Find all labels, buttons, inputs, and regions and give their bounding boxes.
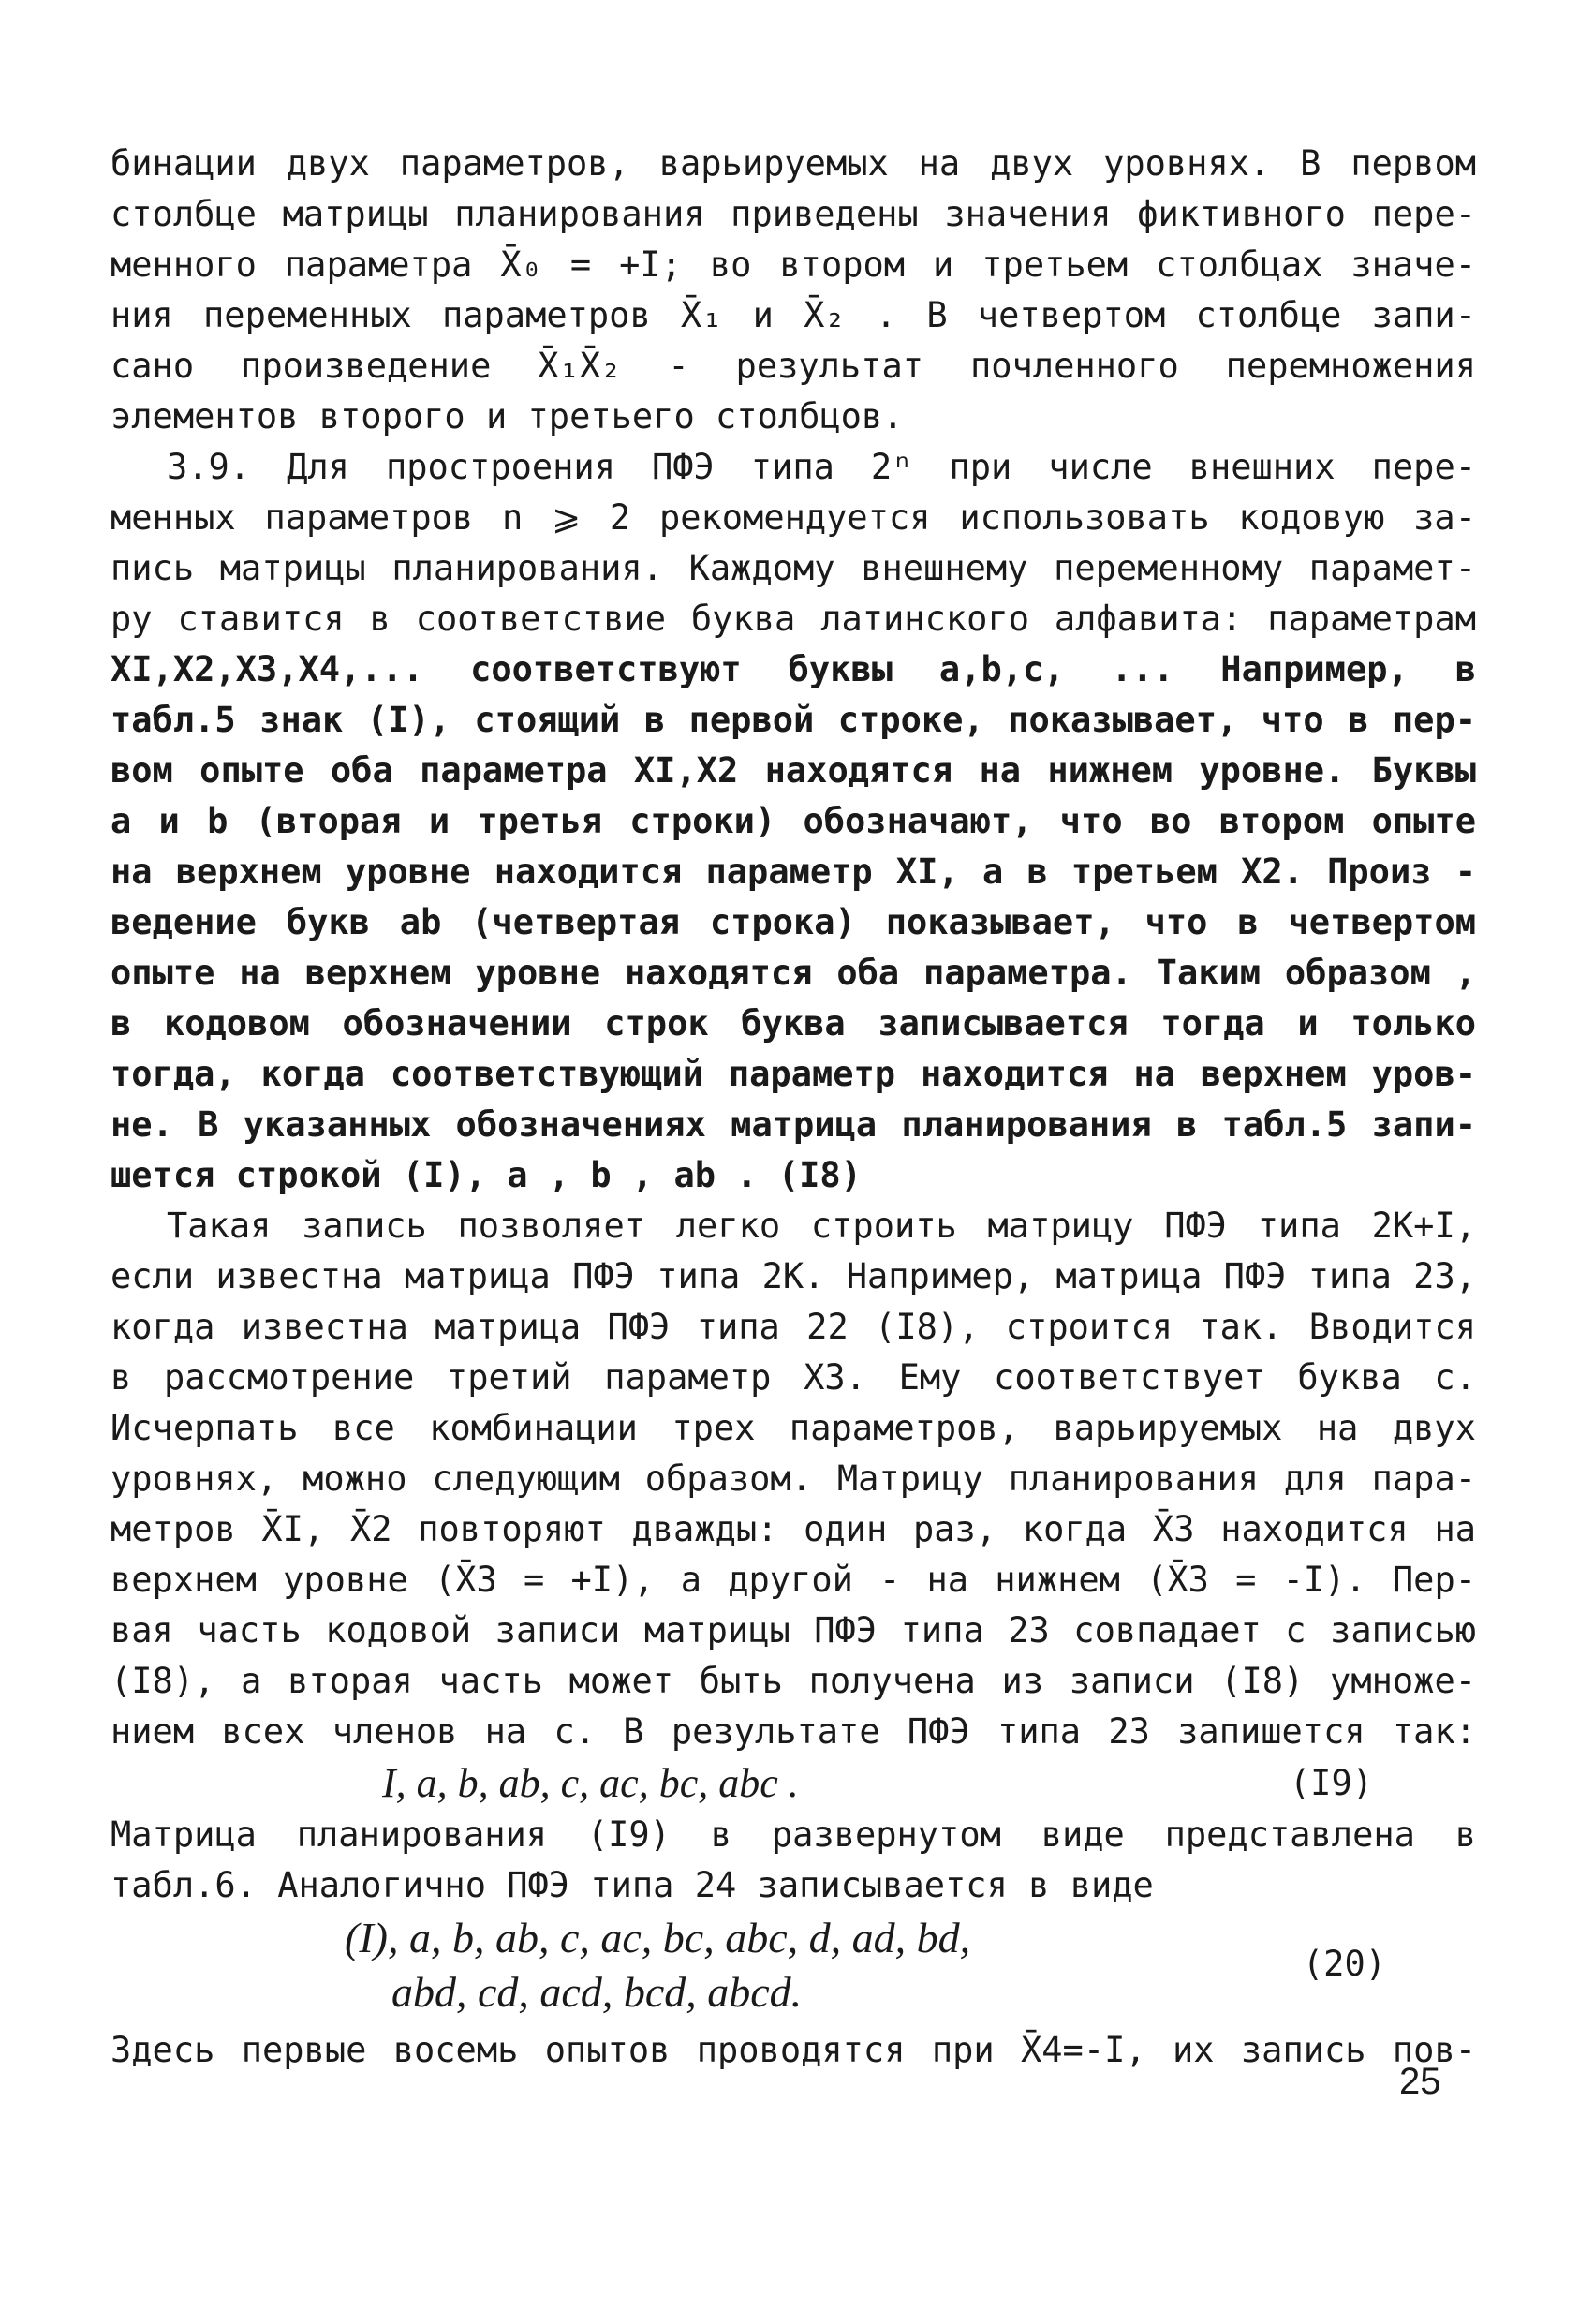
text-line: в кодовом обозначении строк буква записывается тогда и только: [111, 1003, 1476, 1044]
text-line: (I8), а вторая часть может быть получена из записи (I8) умноже-: [111, 1661, 1476, 1701]
text-line: Исчерпать все комбинации трех параметров, варьируемых на двух: [111, 1408, 1476, 1448]
equation-20-formula-line1: (I), a, b, ab, c, ac, bc, abc, d, ad, bd,: [345, 1914, 971, 1961]
text-line: a и b (вторая и третья строки) обозначают, что во втором опыте: [111, 801, 1476, 841]
equation-20-continued: [111, 1965, 1476, 2020]
text-line: не. В указанных обозначениях матрица планирования в табл.5 запи-: [111, 1104, 1476, 1145]
text-line: сано произведение X̄₁X̄₂ - результат почленного перемножения: [111, 346, 1476, 386]
equation-20-number: (20): [1302, 1944, 1386, 1984]
text-line: верхнем уровне (X̄3 = +I), а другой - на нижнем (X̄3 = -I). Пер-: [111, 1560, 1476, 1600]
text-line: опыте на верхнем уровне находятся оба параметра. Таким образом ,: [111, 953, 1476, 993]
text-line: на верхнем уровне находится параметр XI, а в третьем X2. Произ -: [111, 851, 1476, 892]
text-line: менных параметров n ⩾ 2 рекомендуется использовать кодовую за-: [111, 497, 1476, 538]
text-line: шется строкой (I), a , b , ab . (I8): [111, 1155, 862, 1195]
text-line: менного параметра X̄₀ = +I; во втором и третьем столбцах значе-: [111, 244, 1476, 285]
equation-19-formula: I, a, b, ab, c, ac, bc, abc .: [382, 1760, 799, 1806]
text-line: бинации двух параметров, варьируемых на двух уровнях. В первом: [111, 143, 1476, 184]
text-line: уровнях, можно следующим образом. Матрицу планирования для пара-: [111, 1458, 1476, 1499]
text-line: метров X̄I, X̄2 повторяют дважды: один раз, когда X̄3 находится на: [111, 1509, 1476, 1549]
text-line: ния переменных параметров X̄₁ и X̄₂ . В четвертом столбце запи-: [111, 295, 1476, 335]
equation-20: [111, 1911, 1476, 1984]
text-line: в рассмотрение третий параметр X3. Ему соответствует буква c.: [111, 1357, 1476, 1398]
text-line: когда известна матрица ПФЭ типа 22 (I8), строится так. Вводится: [111, 1307, 1476, 1347]
page-number: 25: [1399, 2061, 1441, 2102]
text-line: вая часть кодовой записи матрицы ПФЭ типа 23 совпадает с записью: [111, 1610, 1476, 1650]
text-line: XI,X2,X3,X4,... соответствуют буквы a,b,c, ... Например, в: [111, 649, 1476, 689]
text-line: Матрица планирования (I9) в развернутом виде представлена в: [111, 1814, 1476, 1855]
text-line: нием всех членов на c. В результате ПФЭ типа 23 запишется так:: [111, 1711, 1476, 1752]
text-line: элементов второго и третьего столбцов.: [111, 396, 904, 437]
equation-19: [111, 1757, 1476, 1810]
text-line: если известна матрица ПФЭ типа 2К. Например, матрица ПФЭ типа 23,: [111, 1256, 1476, 1296]
text-line: ведение букв ab (четвертая строка) показывает, что в четвертом: [111, 902, 1476, 942]
text-line: пись матрицы планирования. Каждому внешнему переменному парамет-: [111, 548, 1476, 588]
text-line: Такая запись позволяет легко строить матрицу ПФЭ типа 2К+I,: [167, 1206, 1476, 1246]
equation-20-formula-line2: abd, cd, acd, bcd, abcd.: [391, 1968, 803, 2016]
document-body: [111, 139, 1476, 2076]
text-line: 3.9. Для простроения ПФЭ типа 2ⁿ при числе внешних пере-: [167, 447, 1476, 487]
text-line: ру ставится в соответствие буква латинского алфавита: параметрам: [111, 599, 1476, 639]
text-line: тогда, когда соответствующий параметр находится на верхнем уров-: [111, 1054, 1476, 1094]
text-line: Здесь первые восемь опытов проводятся при X̄4=-I, их запись пов-: [111, 2030, 1476, 2070]
text-line: табл.5 знак (I), стоящий в первой строке, показывает, что в пер-: [111, 700, 1476, 740]
equation-19-number: (I9): [1289, 1763, 1373, 1803]
text-line: вом опыте оба параметра XI,X2 находятся на нижнем уровне. Буквы: [111, 750, 1476, 791]
text-line: столбце матрицы планирования приведены значения фиктивного пере-: [111, 194, 1476, 234]
text-line: табл.6. Аналогично ПФЭ типа 24 записывается в виде: [111, 1865, 1154, 1905]
